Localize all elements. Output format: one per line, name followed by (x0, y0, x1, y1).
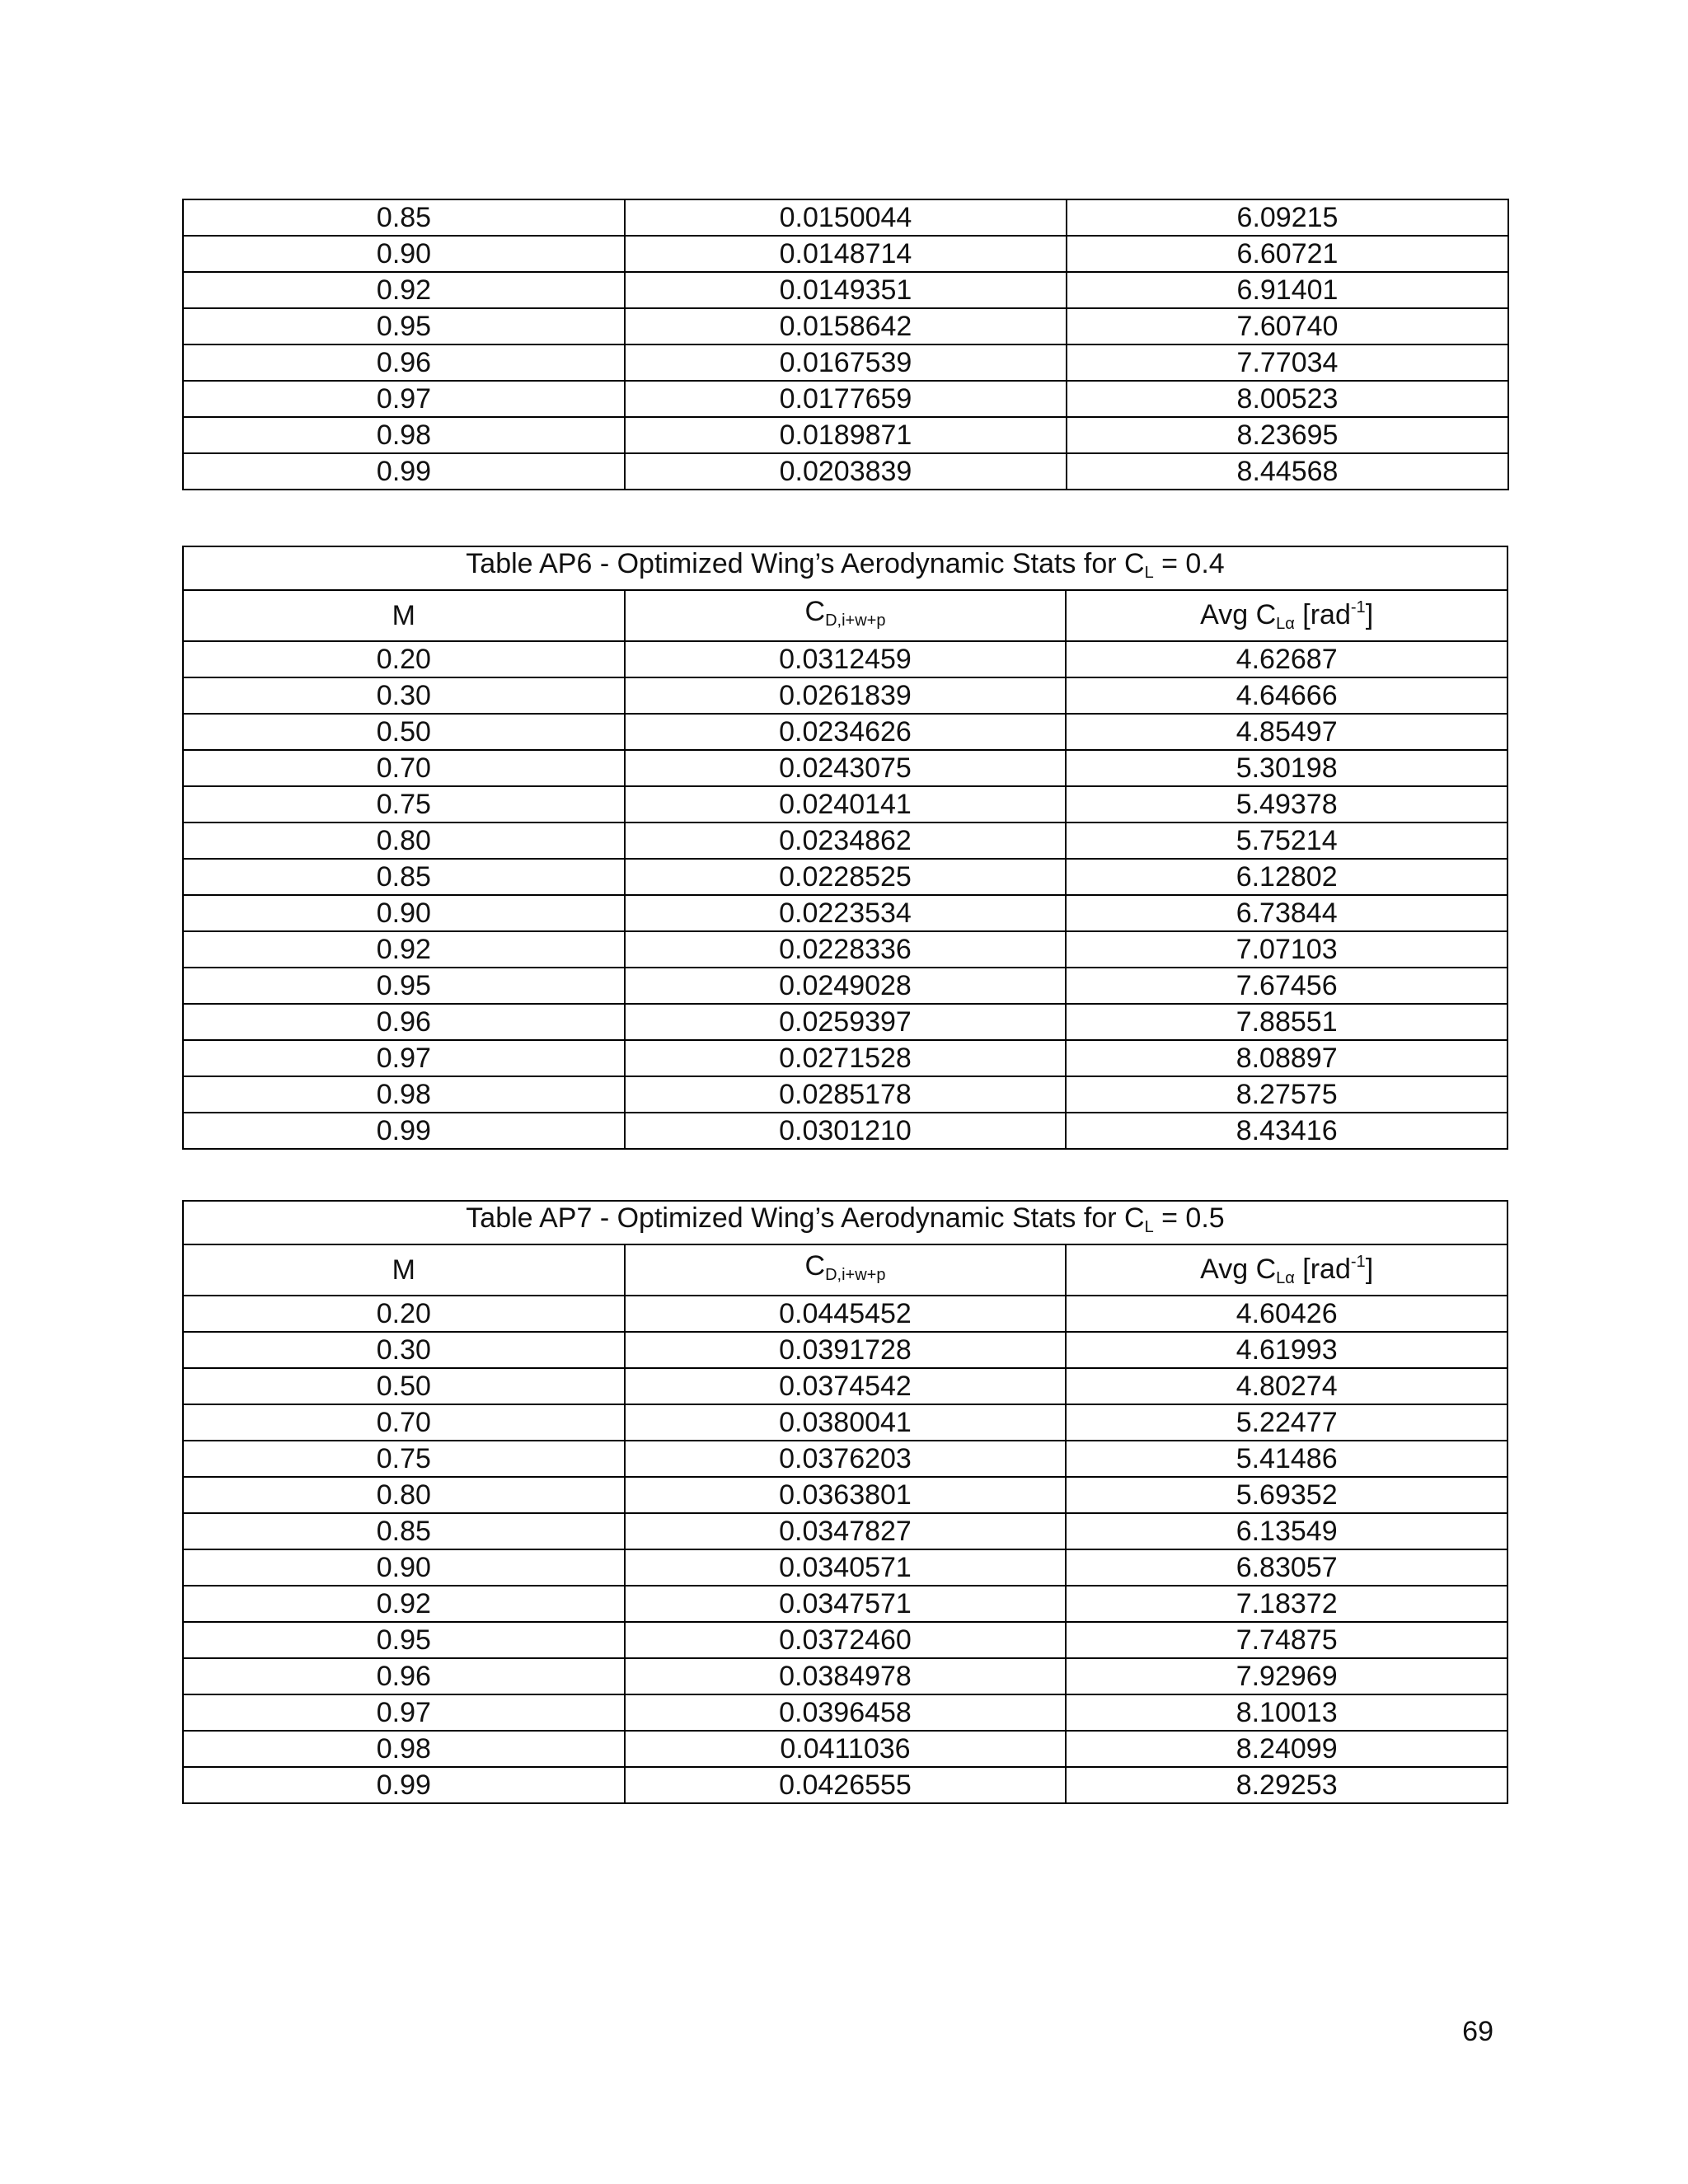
table-row (183, 199, 1508, 236)
cell-lift-slope: 7.67456 (1066, 968, 1507, 1004)
header-lift-prefix: Avg C (1200, 599, 1277, 630)
cell-mach: 0.98 (183, 417, 625, 453)
cell-mach: 0.50 (183, 1368, 625, 1404)
table-row (183, 1586, 1507, 1622)
cell-drag-coefficient: 0.0158642 (625, 308, 1067, 344)
cell-mach: 0.50 (183, 714, 625, 750)
cell-lift-slope: 8.10013 (1066, 1694, 1507, 1731)
caption-suffix: = 0.5 (1153, 1202, 1225, 1234)
table-row (183, 308, 1508, 344)
caption-text: Table AP6 - Optimized Wing’s Aerodynamic Stats for C (466, 548, 1145, 579)
cell-mach: 0.80 (183, 1477, 625, 1513)
header-lift-prefix: Avg C (1200, 1254, 1277, 1285)
cell-mach: 0.99 (183, 1113, 625, 1149)
cell-drag-coefficient: 0.0384978 (625, 1658, 1067, 1694)
cell-drag-coefficient: 0.0177659 (625, 381, 1067, 417)
table-row (183, 1296, 1507, 1332)
cell-mach: 0.75 (183, 786, 625, 823)
cell-lift-slope: 8.29253 (1066, 1767, 1507, 1803)
cell-mach: 0.96 (183, 344, 625, 381)
cell-drag-coefficient: 0.0240141 (625, 786, 1067, 823)
cell-lift-slope: 6.12802 (1066, 859, 1507, 895)
cell-drag-coefficient: 0.0374542 (625, 1368, 1067, 1404)
cell-lift-slope: 7.77034 (1067, 344, 1508, 381)
header-mach: M (183, 1244, 625, 1296)
cell-mach: 0.96 (183, 1004, 625, 1040)
cell-mach: 0.90 (183, 895, 625, 931)
cell-drag-coefficient: 0.0391728 (625, 1332, 1067, 1368)
cell-lift-slope: 7.07103 (1066, 931, 1507, 968)
cell-lift-slope: 6.09215 (1067, 199, 1508, 236)
header-lift-unit: [rad (1294, 1254, 1351, 1285)
cell-drag-coefficient: 0.0149351 (625, 272, 1067, 308)
table-header-row (183, 590, 1507, 641)
cell-drag-coefficient: 0.0363801 (625, 1477, 1067, 1513)
cell-drag-coefficient: 0.0249028 (625, 968, 1067, 1004)
cell-mach: 0.92 (183, 931, 625, 968)
cell-drag-coefficient: 0.0312459 (625, 641, 1067, 677)
table-row (183, 1731, 1507, 1767)
cell-mach: 0.80 (183, 823, 625, 859)
cell-lift-slope: 5.75214 (1066, 823, 1507, 859)
table-row (183, 1477, 1507, 1513)
cell-mach: 0.92 (183, 272, 625, 308)
table-caption-row (183, 546, 1507, 590)
caption-subscript: L (1144, 1218, 1154, 1236)
cell-lift-slope: 8.44568 (1067, 453, 1508, 490)
table-row (183, 859, 1507, 895)
header-lift-superscript: -1 (1350, 1253, 1366, 1271)
cell-drag-coefficient: 0.0271528 (625, 1040, 1067, 1076)
cell-mach: 0.85 (183, 859, 625, 895)
cell-lift-slope: 5.30198 (1066, 750, 1507, 786)
table-row (183, 895, 1507, 931)
table-row (183, 1549, 1507, 1586)
table-body (183, 199, 1508, 490)
cell-lift-slope: 8.27575 (1066, 1076, 1507, 1113)
cell-lift-slope: 6.83057 (1066, 1549, 1507, 1586)
header-drag-coefficient (625, 1244, 1067, 1296)
cell-mach: 0.20 (183, 641, 625, 677)
cell-drag-coefficient: 0.0223534 (625, 895, 1067, 931)
table-row (183, 453, 1508, 490)
table-row (183, 1441, 1507, 1477)
cell-mach: 0.30 (183, 677, 625, 714)
table-row (183, 1113, 1507, 1149)
cell-lift-slope: 8.08897 (1066, 1040, 1507, 1076)
cell-drag-coefficient: 0.0376203 (625, 1441, 1067, 1477)
table-header-row (183, 1244, 1507, 1296)
table-row (183, 1040, 1507, 1076)
cell-drag-coefficient: 0.0189871 (625, 417, 1067, 453)
cell-mach: 0.99 (183, 1767, 625, 1803)
header-drag-subscript: D,i+w+p (825, 611, 886, 630)
cell-mach: 0.95 (183, 1622, 625, 1658)
table-row (183, 272, 1508, 308)
cell-lift-slope: 4.60426 (1066, 1296, 1507, 1332)
cell-drag-coefficient: 0.0167539 (625, 344, 1067, 381)
cell-drag-coefficient: 0.0426555 (625, 1767, 1067, 1803)
cell-mach: 0.85 (183, 199, 625, 236)
table-row (183, 1658, 1507, 1694)
cell-lift-slope: 6.13549 (1066, 1513, 1507, 1549)
table-row (183, 677, 1507, 714)
header-lift-slope (1066, 1244, 1507, 1296)
cell-lift-slope: 5.49378 (1066, 786, 1507, 823)
cell-mach: 0.97 (183, 1040, 625, 1076)
cell-lift-slope: 8.43416 (1066, 1113, 1507, 1149)
table-ap7 (182, 1200, 1508, 1804)
cell-drag-coefficient: 0.0396458 (625, 1694, 1067, 1731)
cell-drag-coefficient: 0.0228525 (625, 859, 1067, 895)
cell-drag-coefficient: 0.0150044 (625, 199, 1067, 236)
table-row (183, 1076, 1507, 1113)
header-mach: M (183, 590, 625, 641)
cell-drag-coefficient: 0.0261839 (625, 677, 1067, 714)
cell-drag-coefficient: 0.0285178 (625, 1076, 1067, 1113)
cell-mach: 0.96 (183, 1658, 625, 1694)
header-lift-slope (1066, 590, 1507, 641)
cell-lift-slope: 6.91401 (1067, 272, 1508, 308)
table-row (183, 1332, 1507, 1368)
header-drag-coefficient (625, 590, 1067, 641)
table-ap6 (182, 546, 1508, 1150)
table-row (183, 931, 1507, 968)
cell-lift-slope: 4.64666 (1066, 677, 1507, 714)
cell-lift-slope: 5.41486 (1066, 1441, 1507, 1477)
cell-drag-coefficient: 0.0228336 (625, 931, 1067, 968)
table-row (183, 417, 1508, 453)
cell-drag-coefficient: 0.0411036 (625, 1731, 1067, 1767)
cell-lift-slope: 7.18372 (1066, 1586, 1507, 1622)
cell-mach: 0.98 (183, 1731, 625, 1767)
cell-mach: 0.99 (183, 453, 625, 490)
cell-mach: 0.92 (183, 1586, 625, 1622)
cell-drag-coefficient: 0.0347827 (625, 1513, 1067, 1549)
cell-lift-slope: 8.24099 (1066, 1731, 1507, 1767)
header-lift-unit-close: ] (1365, 599, 1374, 630)
cell-mach: 0.90 (183, 1549, 625, 1586)
cell-mach: 0.75 (183, 1441, 625, 1477)
cell-lift-slope: 7.74875 (1066, 1622, 1507, 1658)
cell-lift-slope: 5.22477 (1066, 1404, 1507, 1441)
cell-lift-slope: 8.00523 (1067, 381, 1508, 417)
header-lift-subscript: Lα (1276, 615, 1295, 633)
cell-lift-slope: 4.80274 (1066, 1368, 1507, 1404)
cell-drag-coefficient: 0.0259397 (625, 1004, 1067, 1040)
cell-drag-coefficient: 0.0203839 (625, 453, 1067, 490)
cell-drag-coefficient: 0.0445452 (625, 1296, 1067, 1332)
cell-mach: 0.98 (183, 1076, 625, 1113)
table-row (183, 1004, 1507, 1040)
table-row (183, 236, 1508, 272)
cell-drag-coefficient: 0.0347571 (625, 1586, 1067, 1622)
caption-subscript: L (1144, 564, 1154, 582)
cell-lift-slope: 6.73844 (1066, 895, 1507, 931)
header-lift-unit: [rad (1294, 599, 1351, 630)
header-lift-subscript: Lα (1276, 1269, 1295, 1287)
cell-mach: 0.85 (183, 1513, 625, 1549)
caption-text: Table AP7 - Optimized Wing’s Aerodynamic Stats for C (466, 1202, 1145, 1234)
header-lift-superscript: -1 (1350, 598, 1366, 616)
cell-mach: 0.95 (183, 308, 625, 344)
cell-mach: 0.97 (183, 381, 625, 417)
cell-lift-slope: 4.62687 (1066, 641, 1507, 677)
table-row (183, 1694, 1507, 1731)
table-row (183, 786, 1507, 823)
cell-drag-coefficient: 0.0243075 (625, 750, 1067, 786)
cell-drag-coefficient: 0.0234862 (625, 823, 1067, 859)
header-drag-base: C (804, 595, 826, 627)
cell-drag-coefficient: 0.0234626 (625, 714, 1067, 750)
cell-mach: 0.70 (183, 1404, 625, 1441)
table-continued (182, 199, 1509, 490)
table-rows (183, 641, 1507, 1149)
table-row (183, 1622, 1507, 1658)
table-row (183, 1368, 1507, 1404)
cell-mach: 0.70 (183, 750, 625, 786)
table-caption-row (183, 1201, 1507, 1244)
cell-mach: 0.97 (183, 1694, 625, 1731)
cell-drag-coefficient: 0.0148714 (625, 236, 1067, 272)
caption-suffix: = 0.4 (1153, 548, 1225, 579)
cell-drag-coefficient: 0.0372460 (625, 1622, 1067, 1658)
table-row (183, 641, 1507, 677)
header-drag-base: C (804, 1249, 826, 1282)
cell-lift-slope: 7.92969 (1066, 1658, 1507, 1694)
header-drag-subscript: D,i+w+p (825, 1265, 886, 1284)
table-row (183, 381, 1508, 417)
table-caption (183, 1201, 1507, 1244)
table-body (183, 1201, 1507, 1296)
table-row (183, 1767, 1507, 1803)
cell-drag-coefficient: 0.0340571 (625, 1549, 1067, 1586)
cell-drag-coefficient: 0.0301210 (625, 1113, 1067, 1149)
cell-mach: 0.90 (183, 236, 625, 272)
cell-mach: 0.95 (183, 968, 625, 1004)
cell-mach: 0.30 (183, 1332, 625, 1368)
header-lift-unit-close: ] (1365, 1254, 1374, 1285)
table-row (183, 714, 1507, 750)
table-body (183, 546, 1507, 641)
table-row (183, 968, 1507, 1004)
cell-lift-slope: 8.23695 (1067, 417, 1508, 453)
cell-lift-slope: 7.88551 (1066, 1004, 1507, 1040)
page-number: 69 (1462, 2016, 1493, 2047)
table-rows (183, 1296, 1507, 1803)
cell-mach: 0.20 (183, 1296, 625, 1332)
table-row (183, 344, 1508, 381)
cell-lift-slope: 4.61993 (1066, 1332, 1507, 1368)
cell-lift-slope: 5.69352 (1066, 1477, 1507, 1513)
cell-drag-coefficient: 0.0380041 (625, 1404, 1067, 1441)
table-row (183, 1404, 1507, 1441)
table-row (183, 750, 1507, 786)
cell-lift-slope: 4.85497 (1066, 714, 1507, 750)
cell-lift-slope: 6.60721 (1067, 236, 1508, 272)
table-row (183, 1513, 1507, 1549)
table-row (183, 823, 1507, 859)
table-caption (183, 546, 1507, 590)
cell-lift-slope: 7.60740 (1067, 308, 1508, 344)
